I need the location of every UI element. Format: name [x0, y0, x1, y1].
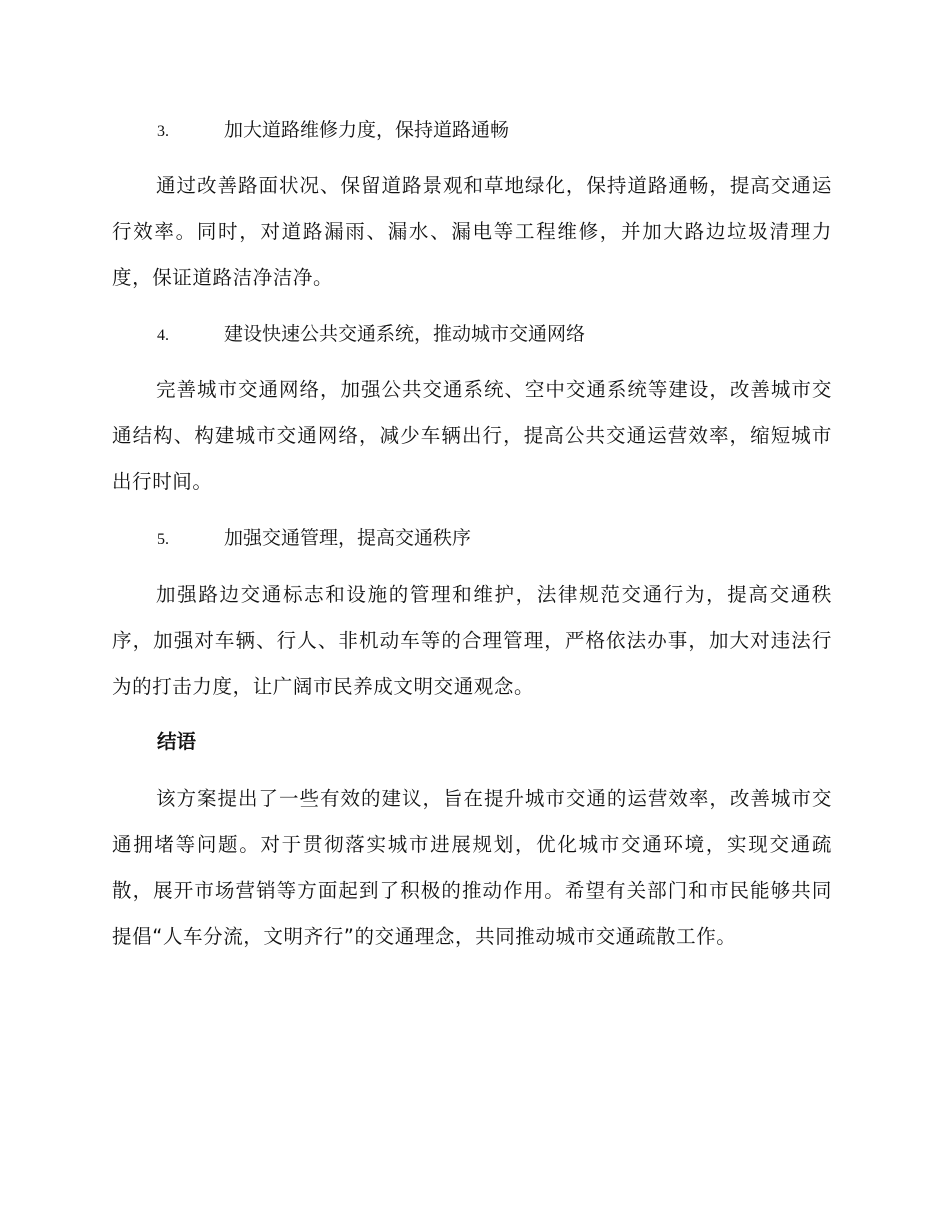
section-4-title: 建设快速公共交通系统，推动城市交通网络	[224, 323, 586, 345]
section-3-heading	[157, 118, 857, 144]
section-3-number: 3.	[157, 123, 169, 140]
conclusion-body: 该方案提出了一些有效的建议，旨在提升城市交通的运营效率，改善城市交通拥堵等问题。对于贯彻落实城市进展规划，优化城市交通环境，实现交通疏散，展开市场营销等方面起到了积极的推动作用。希望有关部门和市民能够共同提倡“人车分流，文明齐行”的交通理念，共同推动城市交通疏散工作。	[112, 787, 832, 948]
section-5-body: 加强路边交通标志和设施的管理和维护，法律规范交通行为，提高交通秩序，加强对车辆、行人、非机动车等的合理管理，严格依法办事，加大对违法行为的打击力度，让广阔市民养成文明交通观念。	[112, 583, 832, 698]
conclusion-heading: 结语	[157, 730, 197, 753]
section-3-body: 通过改善路面状况、保留道路景观和草地绿化，保持道路通畅，提高交通运行效率。同时，对道路漏雨、漏水、漏电等工程维修，并加大路边垃圾清理力度，保证道路洁净洁净。	[112, 174, 832, 289]
section-5-number: 5.	[157, 531, 169, 548]
section-5-heading	[157, 526, 857, 552]
section-3-title: 加大道路维修力度，保持道路通畅	[224, 119, 510, 141]
section-4-body: 完善城市交通网络，加强公共交通系统、空中交通系统等建设，改善城市交通结构、构建城市交通网络，减少车辆出行，提高公共交通运营效率，缩短城市出行时间。	[112, 378, 832, 493]
section-4-number: 4.	[157, 327, 169, 344]
section-4-heading	[157, 322, 857, 348]
section-5-title: 加强交通管理，提高交通秩序	[224, 527, 472, 549]
